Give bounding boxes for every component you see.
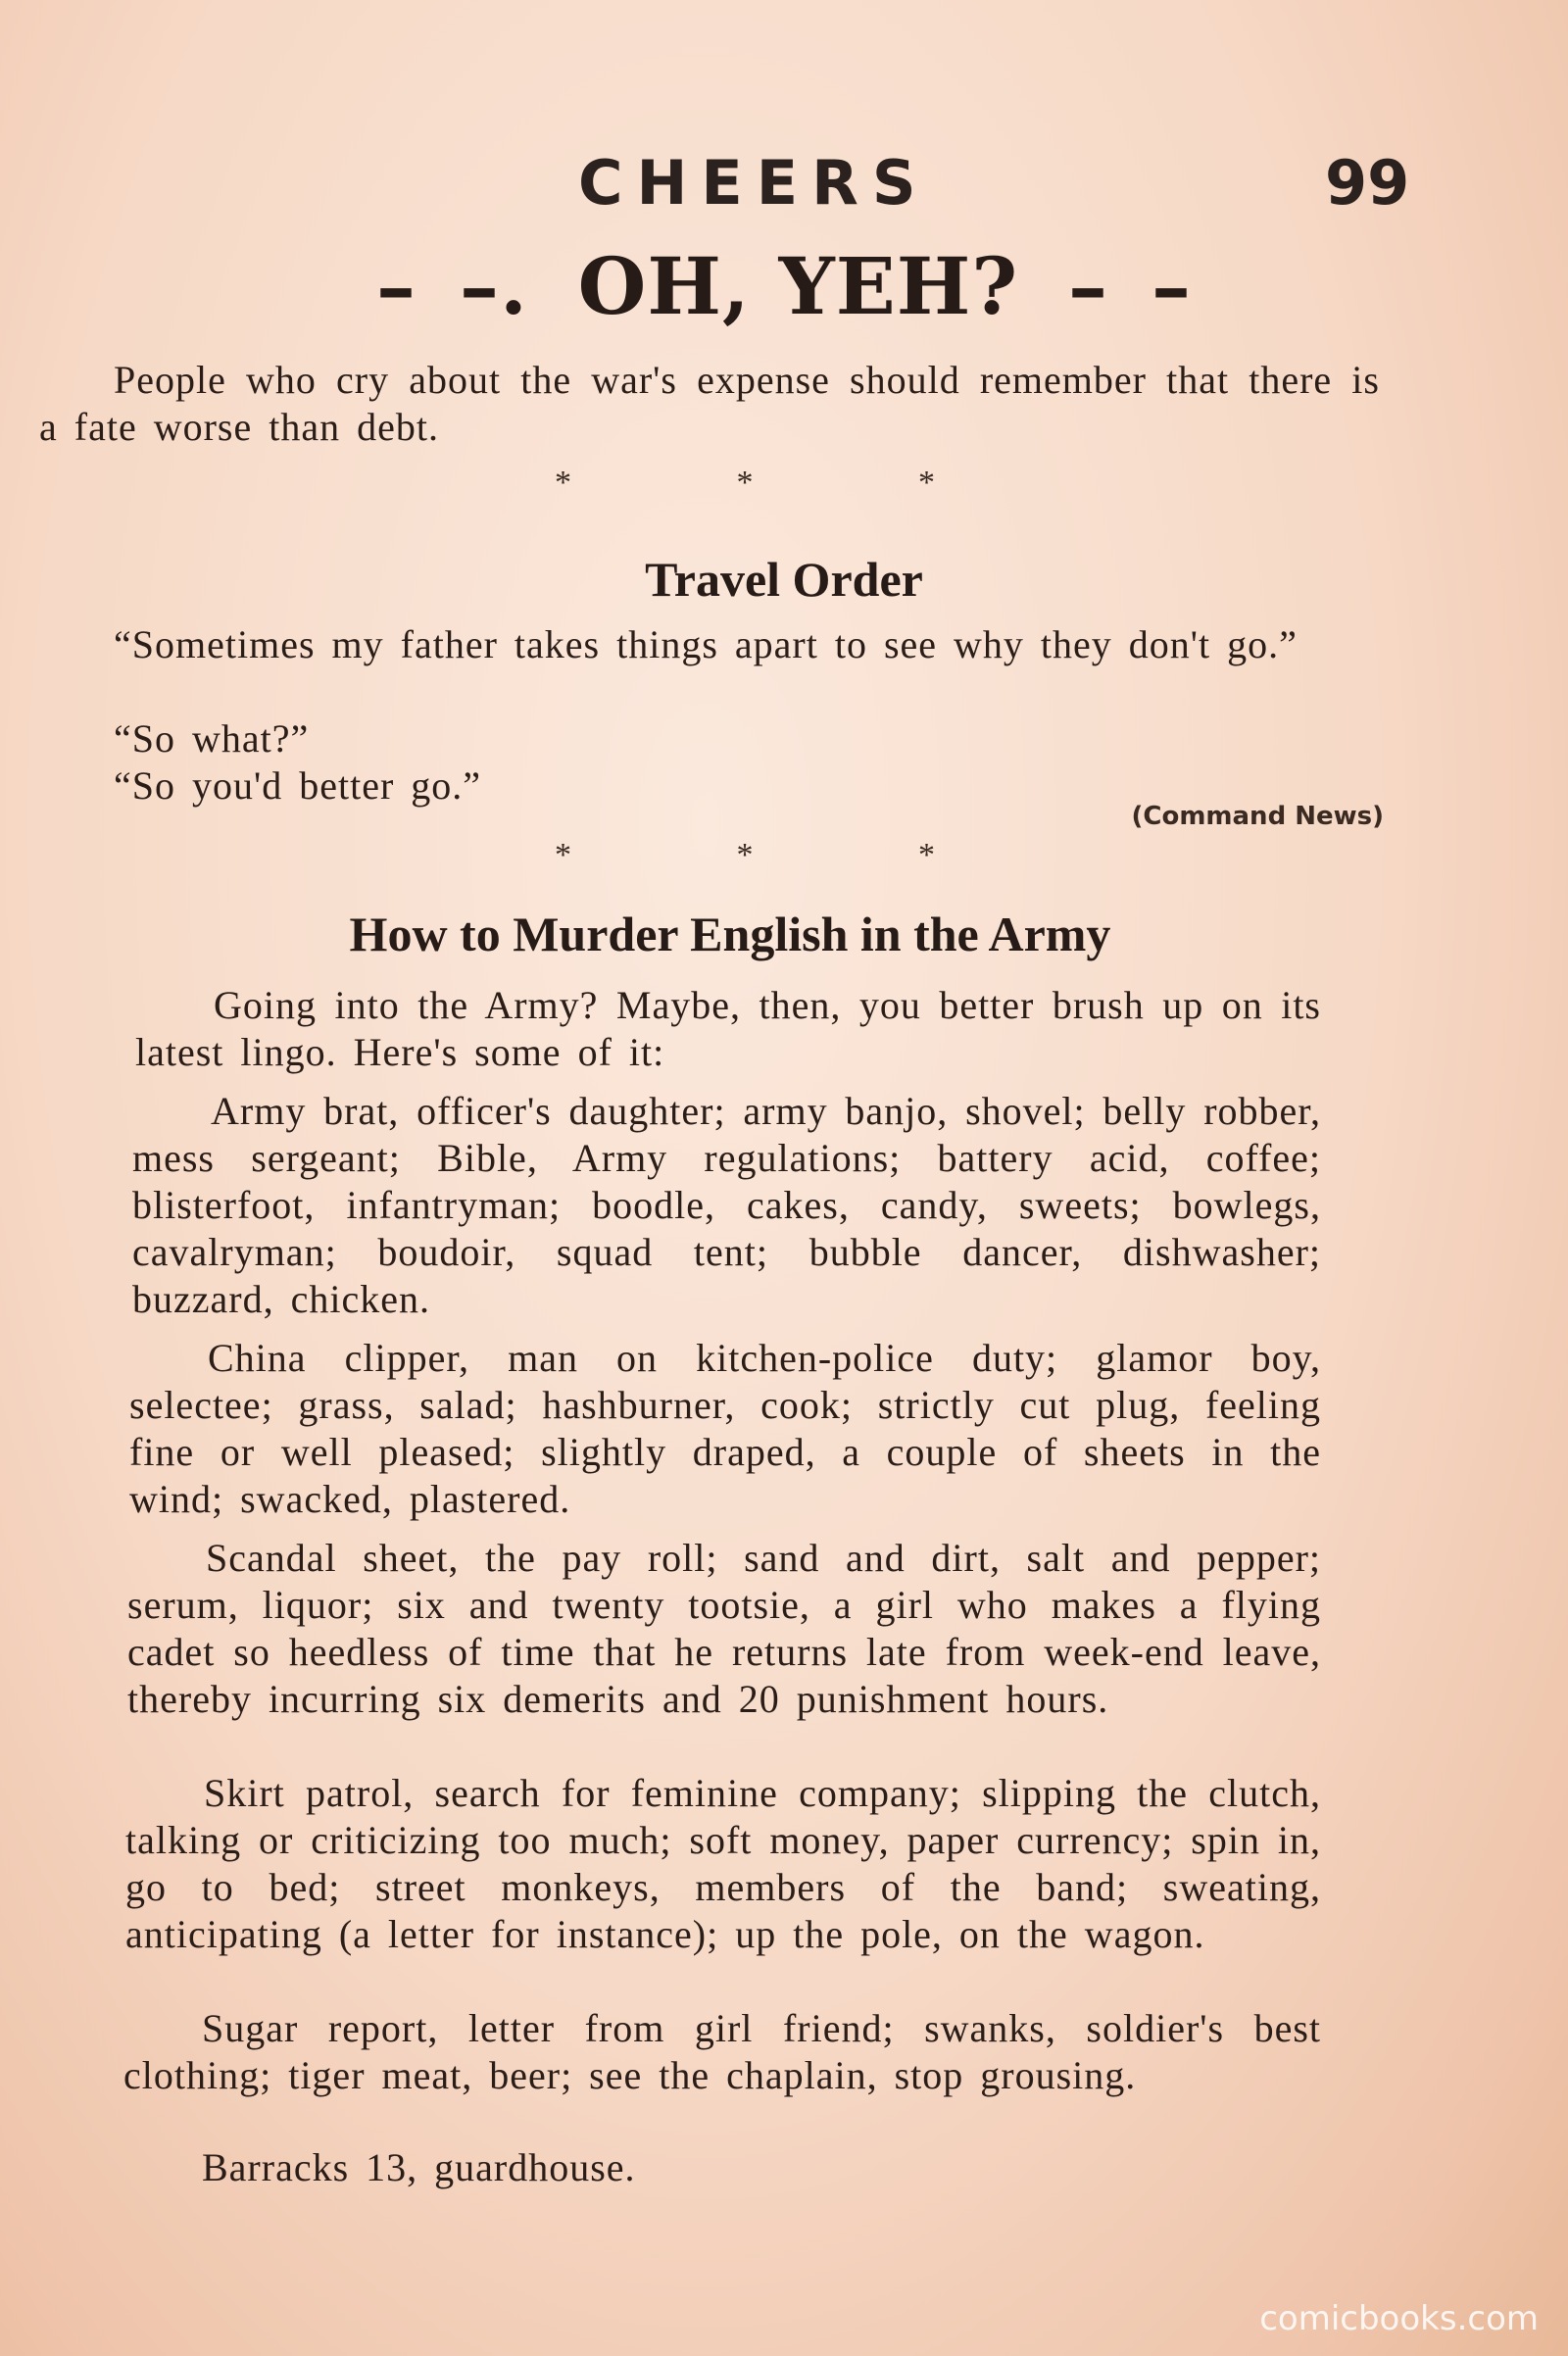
separator-stars: * * * bbox=[555, 837, 1013, 873]
section-heading bbox=[0, 240, 1568, 332]
watermark: comicbooks.com bbox=[1259, 2299, 1539, 2338]
item-title-travel-order: Travel Order bbox=[645, 552, 923, 607]
paragraph-fate-worse-than-debt: People who cry about the war's expense should remember that there is a fate worse than debt. bbox=[39, 358, 1380, 449]
running-head bbox=[0, 147, 1568, 225]
heading-dash: – bbox=[1152, 240, 1193, 332]
heading-dash: – bbox=[375, 240, 416, 332]
running-title: CHEERS bbox=[578, 147, 930, 219]
paragraph-travel-order-2: “So what?” bbox=[114, 716, 310, 761]
paragraph-lingo-4: Skirt patrol, search for feminine company; slipping the clutch, talking or criticizing too much; soft money, paper currency; spin in, go to bed; street monkeys, members of the band; sweating, anticipating (a letter for instance); up the pole, on the wagon. bbox=[125, 1771, 1321, 1956]
paragraph-lingo-3: Scandal sheet, the pay roll; sand and dirt, salt and pepper; serum, liquor; six and twenty tootsie, a girl who makes a flying cadet so heedless of time that he returns late from week-end leave, thereby incurring six demerits and 20 punishment hours. bbox=[127, 1536, 1321, 1721]
source-credit: (Command News) bbox=[1131, 802, 1384, 831]
paragraph-lingo-1: Army brat, officer's daughter; army banjo, shovel; belly robber, mess sergeant; Bible, Army regulations; battery acid, coffee; blisterfoot, infantryman; boodle, cakes, candy, sweets; bowlegs, cavalryman; boudoir, squad tent; bubble dancer, dishwasher; buzzard, chicken. bbox=[132, 1089, 1321, 1321]
paragraph-lingo-6: Barracks 13, guardhouse. bbox=[202, 2145, 636, 2189]
paragraph-lingo-intro: Going into the Army? Maybe, then, you better brush up on its latest lingo. Here's some of it: bbox=[135, 983, 1321, 1074]
section-title: OH, YEH? bbox=[577, 240, 1019, 332]
paragraph-travel-order-1: “Sometimes my father takes things apart to see why they don't go.” bbox=[114, 622, 1298, 666]
paragraph-lingo-2: China clipper, man on kitchen-police duty; glamor boy, selectee; grass, salad; hashburner, cook; strictly cut plug, feeling fine or well pleased; slightly draped, a couple of sheets in the wind; swacked, plastered. bbox=[129, 1336, 1321, 1521]
item-title-murder-english: How to Murder English in the Army bbox=[349, 907, 1111, 961]
separator-stars: * * * bbox=[555, 465, 1013, 501]
paragraph-travel-order-3: “So you'd better go.” bbox=[114, 763, 482, 808]
heading-dash: – bbox=[1068, 240, 1109, 332]
paragraph-lingo-5: Sugar report, letter from girl friend; swanks, soldier's best clothing; tiger meat, beer; see the chaplain, stop grousing. bbox=[123, 2006, 1321, 2097]
page-number: 99 bbox=[1325, 147, 1410, 219]
heading-dash: –. bbox=[459, 240, 528, 332]
